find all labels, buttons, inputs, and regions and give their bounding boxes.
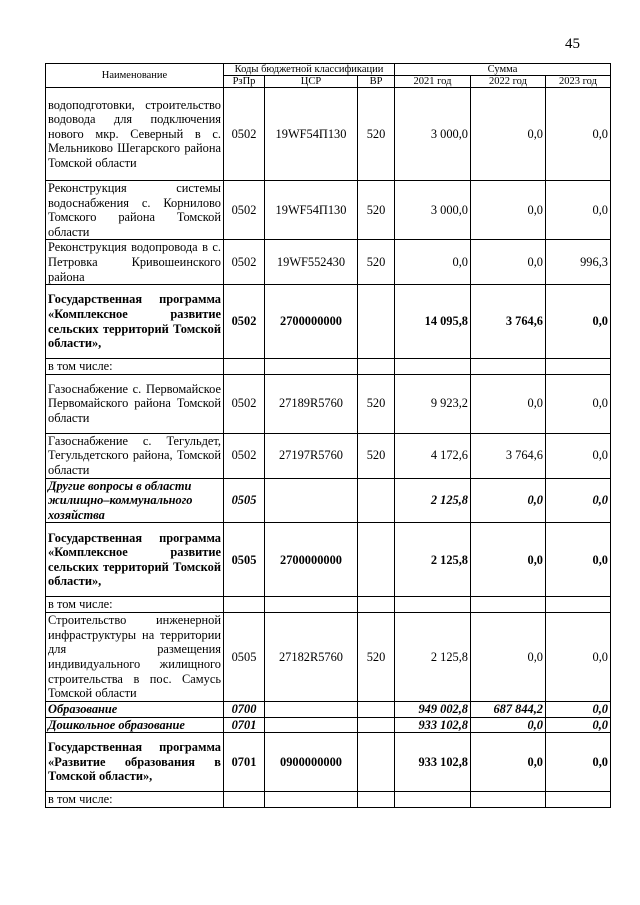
- table-row: [46, 285, 611, 359]
- row-2022: 3 764,6: [471, 433, 546, 478]
- row-2023: 0,0: [546, 733, 611, 792]
- row-2022: 0,0: [471, 478, 546, 523]
- row-2023: 0,0: [546, 612, 611, 701]
- budget-table: [45, 63, 611, 808]
- row-name: Реконструкция водопровода в с. Петровка Кривошеинского района: [46, 240, 224, 285]
- row-2021: 933 102,8: [395, 733, 471, 792]
- row-2021: 2 125,8: [395, 523, 471, 597]
- row-2022: [471, 359, 546, 375]
- row-rzpr: 0502: [224, 433, 265, 478]
- row-2022: 0,0: [471, 88, 546, 181]
- table-row: [46, 240, 611, 285]
- table-row: [46, 181, 611, 240]
- table-row: [46, 597, 611, 613]
- header-codes: Коды бюджетной классификации: [224, 64, 395, 76]
- row-name: Другие вопросы в области жилищно–коммунального хозяйства: [46, 478, 224, 523]
- row-2023: [546, 792, 611, 808]
- table-row: [46, 717, 611, 733]
- row-2023: 996,3: [546, 240, 611, 285]
- header-sum: Сумма: [395, 64, 611, 76]
- header-csr: ЦСР: [265, 76, 358, 88]
- row-vr: [358, 733, 395, 792]
- row-rzpr: [224, 792, 265, 808]
- row-name: Дошкольное образование: [46, 717, 224, 733]
- row-2022: 0,0: [471, 374, 546, 433]
- row-vr: 520: [358, 88, 395, 181]
- row-rzpr: [224, 359, 265, 375]
- row-2023: 0,0: [546, 701, 611, 717]
- row-csr: [265, 478, 358, 523]
- row-2023: 0,0: [546, 88, 611, 181]
- table-row: [46, 478, 611, 523]
- row-2022: [471, 792, 546, 808]
- row-2023: 0,0: [546, 285, 611, 359]
- row-csr: 19WF54П130: [265, 88, 358, 181]
- header-2021: 2021 год: [395, 76, 471, 88]
- row-2021: 14 095,8: [395, 285, 471, 359]
- row-2023: 0,0: [546, 478, 611, 523]
- row-name: в том числе:: [46, 597, 224, 613]
- row-vr: [358, 597, 395, 613]
- table-row: [46, 88, 611, 181]
- row-vr: 520: [358, 240, 395, 285]
- row-csr: 2700000000: [265, 523, 358, 597]
- row-name: Реконструкция системы водоснабжения с. Корнилово Томского района Томской области: [46, 181, 224, 240]
- row-csr: 2700000000: [265, 285, 358, 359]
- row-2021: 4 172,6: [395, 433, 471, 478]
- row-vr: [358, 478, 395, 523]
- header-row-1: [46, 64, 611, 76]
- row-2022: 0,0: [471, 181, 546, 240]
- row-vr: [358, 285, 395, 359]
- row-2021: 3 000,0: [395, 88, 471, 181]
- row-csr: [265, 717, 358, 733]
- header-2023: 2023 год: [546, 76, 611, 88]
- row-2021: 0,0: [395, 240, 471, 285]
- row-name: Государственная программа «Комплексное развитие сельских территорий Томской области»,: [46, 285, 224, 359]
- table-row: [46, 359, 611, 375]
- header-vr: ВР: [358, 76, 395, 88]
- page-number: 45: [565, 36, 580, 52]
- row-name: в том числе:: [46, 359, 224, 375]
- row-2023: [546, 359, 611, 375]
- table-row: [46, 612, 611, 701]
- row-rzpr: 0505: [224, 612, 265, 701]
- row-2021: 3 000,0: [395, 181, 471, 240]
- row-name: Государственная программа «Развитие образования в Томской области»,: [46, 733, 224, 792]
- row-rzpr: 0701: [224, 717, 265, 733]
- row-name: водоподготовки, строительство водовода для подключения нового мкр. Северный в с. Мельниково Шегарского района Томской области: [46, 88, 224, 181]
- row-2023: 0,0: [546, 374, 611, 433]
- row-2022: 3 764,6: [471, 285, 546, 359]
- row-rzpr: 0701: [224, 733, 265, 792]
- header-2022: 2022 год: [471, 76, 546, 88]
- row-2021: 9 923,2: [395, 374, 471, 433]
- row-name: Газоснабжение с. Тегульдет, Тегульдетского района, Томской области: [46, 433, 224, 478]
- row-vr: [358, 523, 395, 597]
- row-2022: 0,0: [471, 717, 546, 733]
- row-2023: 0,0: [546, 717, 611, 733]
- row-rzpr: 0502: [224, 374, 265, 433]
- row-2022: 0,0: [471, 612, 546, 701]
- row-2021: [395, 597, 471, 613]
- row-name: Образование: [46, 701, 224, 717]
- row-rzpr: 0502: [224, 88, 265, 181]
- header-rzpr: РзПр: [224, 76, 265, 88]
- row-vr: [358, 359, 395, 375]
- row-csr: [265, 701, 358, 717]
- row-2021: [395, 792, 471, 808]
- row-name: Государственная программа «Комплексное развитие сельских территорий Томской области»,: [46, 523, 224, 597]
- row-2021: 2 125,8: [395, 478, 471, 523]
- header-name: Наименование: [46, 64, 224, 88]
- table-row: [46, 701, 611, 717]
- row-2022: 0,0: [471, 733, 546, 792]
- row-2021: 2 125,8: [395, 612, 471, 701]
- row-vr: [358, 792, 395, 808]
- row-csr: 27189R5760: [265, 374, 358, 433]
- row-rzpr: 0502: [224, 240, 265, 285]
- row-csr: 19WF552430: [265, 240, 358, 285]
- row-rzpr: [224, 597, 265, 613]
- row-2023: 0,0: [546, 523, 611, 597]
- row-vr: 520: [358, 181, 395, 240]
- table-row: [46, 523, 611, 597]
- row-csr: 0900000000: [265, 733, 358, 792]
- row-2022: 0,0: [471, 523, 546, 597]
- row-vr: [358, 717, 395, 733]
- row-name: Газоснабжение с. Первомайское Первомайского района Томской области: [46, 374, 224, 433]
- row-rzpr: 0505: [224, 478, 265, 523]
- row-vr: 520: [358, 374, 395, 433]
- row-csr: [265, 359, 358, 375]
- row-rzpr: 0700: [224, 701, 265, 717]
- row-vr: 520: [358, 433, 395, 478]
- table-row: [46, 792, 611, 808]
- table-row: [46, 733, 611, 792]
- row-rzpr: 0505: [224, 523, 265, 597]
- row-2021: [395, 359, 471, 375]
- row-2023: 0,0: [546, 433, 611, 478]
- row-rzpr: 0502: [224, 285, 265, 359]
- row-csr: 27197R5760: [265, 433, 358, 478]
- table-row: [46, 433, 611, 478]
- row-csr: 27182R5760: [265, 612, 358, 701]
- row-2023: 0,0: [546, 181, 611, 240]
- row-2022: 687 844,2: [471, 701, 546, 717]
- row-2021: 949 002,8: [395, 701, 471, 717]
- row-2022: [471, 597, 546, 613]
- row-2021: 933 102,8: [395, 717, 471, 733]
- row-name: Строительство инженерной инфраструктуры на территории для размещения индивидуального жилищного строительства в пос. Самусь Томской области: [46, 612, 224, 701]
- row-vr: [358, 701, 395, 717]
- row-2023: [546, 597, 611, 613]
- row-csr: [265, 597, 358, 613]
- row-2022: 0,0: [471, 240, 546, 285]
- row-rzpr: 0502: [224, 181, 265, 240]
- row-vr: 520: [358, 612, 395, 701]
- row-csr: [265, 792, 358, 808]
- row-csr: 19WF54П130: [265, 181, 358, 240]
- table-row: [46, 374, 611, 433]
- row-name: в том числе:: [46, 792, 224, 808]
